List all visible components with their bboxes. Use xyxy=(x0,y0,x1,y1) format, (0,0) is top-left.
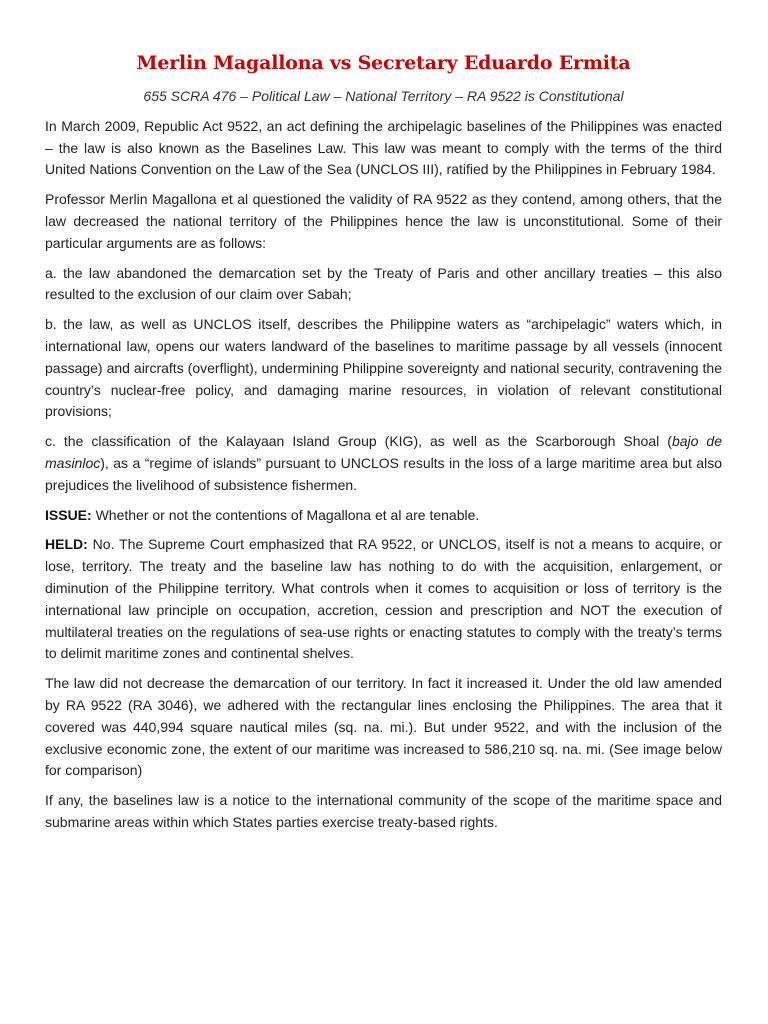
facts-paragraph-1: In March 2009, Republic Act 9522, an act defining the archipelagic baselines of the Philippines was enacted – the law is also known as the Baselines Law. This law was meant to comply with the terms of the third United Nations Convention on the Law of the Sea (UNCLOS III), ratified by the Philippines in February 1984. xyxy=(45,117,722,178)
argument-c-italic: bajo de masinloc xyxy=(45,433,722,471)
case-title: Merlin Magallona vs Secretary Eduardo Ermita xyxy=(136,52,631,74)
argument-c-text-end: ), as a “regime of islands” pursuant to UNCLOS results in the loss of a large maritime area but also prejudices the livelihood of subsistence fishermen. xyxy=(45,454,722,493)
issue-paragraph xyxy=(45,505,722,527)
document-page xyxy=(45,44,722,842)
argument-c-text-start: c. the classification of the Kalayaan Island Group (KIG), as well as the Scarborough Shoal ( xyxy=(45,433,672,450)
argument-b: b. the law, as well as UNCLOS itself, describes the Philippine waters as “archipelagic” waters which, in international law, opens our waters landward of the baselines to maritime passage by all vessels (innocent passage) and aircrafts (overflight), undermining Philippine sovereignty and national security, contravening the country’s nuclear-free policy, and damaging marine resources, in violation of relevant constitutional provisions; xyxy=(45,316,722,420)
facts-paragraph-2: Professor Merlin Magallona et al questioned the validity of RA 9522 as they contend, among others, that the law decreased the national territory of the Philippines hence the law is unconstitutional. Some of their particular arguments are as follows: xyxy=(45,191,722,251)
ruling-paragraph-3: If any, the baselines law is a notice to the international community of the scope of the maritime space and submarine areas within which States parties exercise treaty-based rights. xyxy=(45,792,722,830)
issue-text: Whether or not the contentions of Magallona et al are tenable. xyxy=(91,506,480,523)
held-paragraph xyxy=(45,534,722,665)
argument-c xyxy=(45,431,722,496)
issue-label: ISSUE: xyxy=(45,506,92,523)
ruling-paragraph-2: The law did not decrease the demarcation of our territory. In fact it increased it. Under the old law amended by RA 9522 (RA 3046), we adhered with the rectangular lines enclosing the Philippines. The area that it covered was 440,994 square nautical miles (sq. na. mi.). But under 9522, and with the inclusion of the exclusive economic zone, the extent of our maritime was increased to 586,210 sq. na. mi. (See image below for comparison) xyxy=(45,675,722,779)
held-label: HELD: xyxy=(45,536,88,553)
case-citation: 655 SCRA 476 – Political Law – National Territory – RA 9522 is Constitutional xyxy=(143,88,624,104)
argument-a: a. the law abandoned the demarcation set by the Treaty of Paris and other ancillary treaties – this also resulted to the exclusion of our claim over Sabah; xyxy=(45,264,722,303)
held-text: No. The Supreme Court emphasized that RA 9522, or UNCLOS, itself is not a means to acquire, or lose, territory. The treaty and the baseline law has nothing to do with the acquisition, enlargement, or diminution of the Philippine territory. What controls when it comes to acquisition or loss of territory is the international law principle on occupation, accretion, cession and prescription and NOT the execution of multilateral treaties on the regulations of sea-use rights or enacting statutes to comply with the treaty’s terms to delimit maritime zones and continental shelves. xyxy=(45,536,722,662)
